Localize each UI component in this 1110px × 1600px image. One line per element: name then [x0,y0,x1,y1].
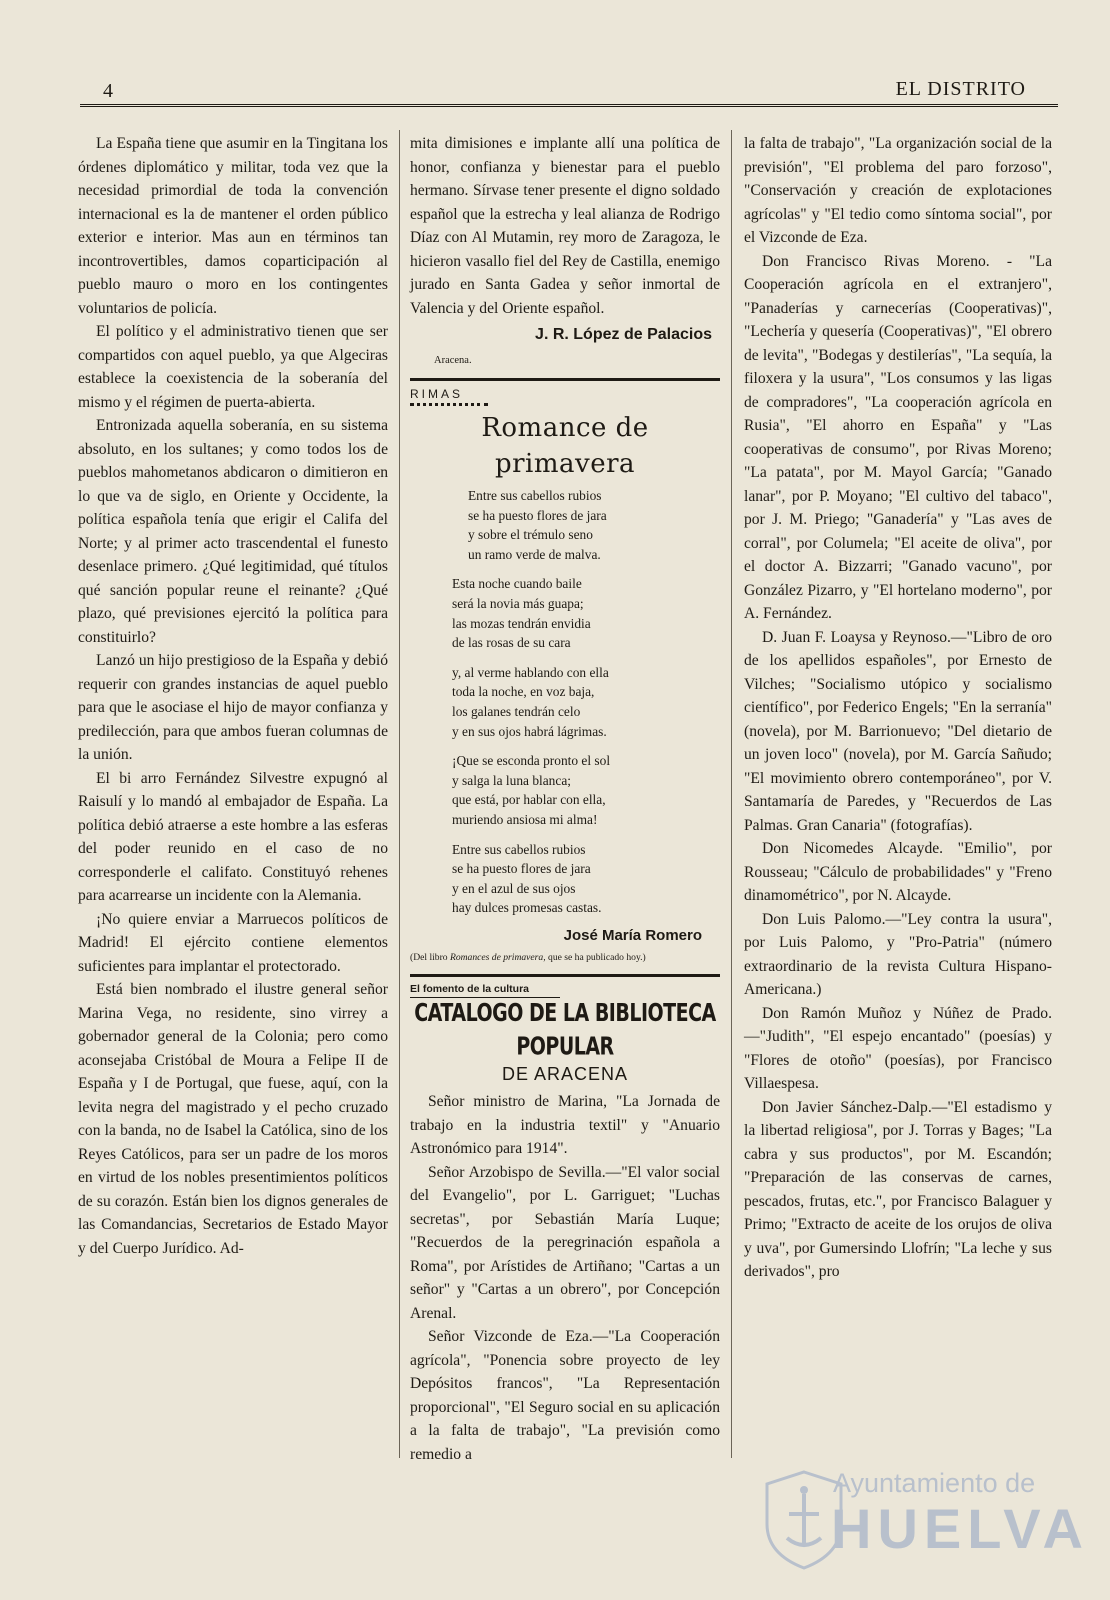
poem-line: Esta noche cuando baile [452,576,582,592]
page-number: 4 [103,80,113,102]
article-paragraph: El bi arro Fernández Silvestre expugnó al Raisulí y lo mandó al embajador de España. La política debió atraerse a este hombre a las esferas del poder reunido en el caso de no corresponderle el califato. Constituyó rehenes para acarrearse un incidente con la Alemania. [78,769,388,904]
article-paragraph: El político y el administrativo tienen que ser compartidos con aquel pueblo, ya que Algeciras establece la coexistencia de la soberanía del mismo y el régimen de puerta-abierta. [78,323,388,411]
poem-line: las mozas tendrán envidia [452,615,591,631]
watermark-line2: HUELVA [831,1497,1089,1560]
poem-stanza [452,840,720,918]
catalog-subtitle: DE ARACENA [501,1064,629,1085]
section-label-rimas: RIMAS [410,387,464,401]
watermark [755,1462,1089,1586]
article-paragraph: Entronizada aquella soberanía, en su sistema absoluto, en los sultanes; y como todos los de pueblos mahometanos abdicaron o dimitieron en lo que va de siglo, en Oriente y Occidente, la política española tenía que erigir el Califa del Norte; y al primer acto trascendental el funesto desenlace primero. ¿Qué legitimidad, qué títulos qué sanción popular reune el reinante? ¿Qué plazo, qué previsiones ejercitó la política para constituirlo? [78,417,388,646]
catalog-entry: Señor Vizconde de Eza.—"La Cooperación agrícola", "Ponencia sobre proyecto de ley Depósitos francos", "La Representación proporcional", "El Seguro social en su aplicación a la falta de trabajo", "La previsión como remedio a [410,1328,720,1463]
poem-line: y sobre el trémulo seno [468,527,593,543]
masthead-title: EL DISTRITO [895,78,1026,100]
poem-line: toda la noche, en voz baja, [452,684,595,700]
poem-line: hay dulces promesas castas. [452,900,602,916]
article-continuation: mita dimisiones e implante allí una política de honor, confianza y bienestar para el pueblo hermano. Sírvase tener presente el digno soldado español que la estrecha y leal alianza de Rodrigo Díaz con Al Mutamin, rey moro de Zaragoza, le hicieron vasallo fiel del Rey de Castilla, enemigo jurado en Santa Gadea y señor inmortal de Valencia y del Oriente español. [410,135,720,317]
poem [410,486,720,918]
column-divider-right [731,130,732,1458]
poem-line: Entre sus cabellos rubios [468,488,602,503]
left-column [78,132,388,1260]
article-byline: J. R. López de Palacios [535,326,712,343]
article-place: Aracena. [434,354,472,366]
header-rule [80,104,1058,107]
catalog-entry: Don Nicomedes Alcayde. "Emilio", por Rousseau; "Cálculo de probabilidades" y "Freno dinamométrico", por N. Alcayde. [744,840,1052,904]
catalog-entry: D. Juan F. Loaysa y Reynoso.—"Libro de oro de los apellidos españoles", por Ernesto de Vilches; "Socialismo utópico y socialismo científico", por Federico Engels; "En la serranía" (novela), por M. Barrionuevo; "Del dietario de un joven loco" (novela), por M. García Sañudo; "El movimiento obrero contemporáneo", por V. Santamaría de Paredes, y "Recuerdos de Las Palmas. Gran Canaria" (fotografías). [744,628,1052,834]
catalog-entry: Don Francisco Rivas Moreno. - "La Cooperación agrícola en el extranjero", "Panaderías y carnecerías (Cooperativas)", "Lechería y quesería (Cooperativas)", "El obrero de levita", "Bodegas y destilerías", "La sequía, la filoxera y la usura", "Los consumos y las ligas de compradores", "La cooperación agrícola en Rusia", "El ahorro en España" y "Las cooperativas de consumo", por Rivas Moreno; "La patata", por M. Mayol García; "Ganado lanar", por P. Moyano; "El cultivo del tabaco", por J. M. Priego; "Ganadería" y "Las aves de corral", por Columela; "El aceite de oliva", por el doctor A. Bizzarri; "Ganado vacuno", por González Pizarro, y "El hortelano moderno", por A. Fernández. [744,252,1052,622]
poem-line: los galanes tendrán celo [452,703,581,719]
poem-line: y salga la luna blanca; [452,772,571,788]
right-column [744,132,1052,1284]
catalog-entry: Señor Arzobispo de Sevilla.—"El valor social del Evangelio", por L. Garriguet; "Luchas secretas", por Sebastián María Luque; "Recuerdos de la peregrinación española a Roma", por Arístides de Artiñano; "Cartas a un señor" y "Cartas a un obrero", por Concepción Arenal. [410,1163,720,1322]
poem-line: un ramo verde de malva. [468,546,601,562]
middle-column [410,132,720,1466]
poem-line: muriendo ansiosa mi alma! [452,811,598,827]
poem-author: José María Romero [563,926,702,944]
poem-line: y, al verme hablando con ella [452,664,609,680]
poem-line: que está, por hablar con ella, [452,792,606,808]
poem-line: de las rosas de su cara [452,635,571,651]
catalog-entry: Señor ministro de Marina, "La Jornada de trabajo en la industria textil" y "Anuario Astronómico para 1914". [410,1093,720,1158]
column-divider-left [399,130,400,1458]
section-rule [410,378,720,381]
catalog-entry: Don Luis Palomo.—"Ley contra la usura", por Luis Palomo, y "Pro-Patria" (número extraordinario de la revista Cultura Hispano-Americana.) [744,910,1052,998]
article-paragraph: ¡No quiere enviar a Marruecos políticos de Madrid! El ejército contiene elementos suficientes para implantar el protectorado. [78,910,388,975]
source-note-before: (Del libro [410,952,450,964]
section-label-culture: El fomento de la cultura [410,983,530,996]
article-paragraph: Está bien nombrado el ilustre general señor Marina Vega, no residente, sino virrey a gobernador general de la Colonia; pero como aconsejaba Cristóbal de Moura a Felipe II de España y I de Portugal, que fuese, aquí, con la levita negra del magistrado y el pecho cruzado con la banda, no de Isabel la Católica, sino de los Reyes Católicos, para ser un padre de los moros en virtud de los nobles presentimientos políticos de su corazón. Están bien los dignos generales de las Comandancias, Secretarios de Estado Mayor y del Cuerpo Jurídico. Ad- [78,981,388,1257]
poem-line: y en el azul de sus ojos [452,880,576,896]
poem-line: y en sus ojos habrá lágrimas. [452,723,607,739]
poem-line: se ha puesto flores de jara [468,507,607,523]
catalog-entry: la falta de trabajo", "La organización social de la previsión", "El problema del paro forzoso", "Conservación y creación de explotaciones agrícolas" y "El tedio como síntoma social", por el Vizconde de Eza. [744,135,1052,246]
poem-stanza [452,751,720,829]
poem-line: será la novia más guapa; [452,595,584,611]
section-label-dots [410,403,488,406]
poem-line: Entre sus cabellos rubios [452,841,586,857]
section-rule [410,974,720,977]
catalog-entry: Don Ramón Muñoz y Núñez de Prado.—"Judith", "El espejo encantado" (poesías) y "Flores de otoño" (poesías), por Francisco Villaespesa. [744,1004,1052,1092]
source-note [410,951,720,964]
source-note-book: Romances de primavera, [449,952,546,964]
poem-stanza [452,574,720,652]
catalog-title: CATALOGO DE LA BIBLIOTECA POPULAR [414,999,716,1062]
poem-line: se ha puesto flores de jara [452,861,591,877]
watermark-line1: Ayuntamiento de [833,1468,1036,1498]
article-paragraph: La España tiene que asumir en la Tingitana los órdenes diplomático y militar, toda vez que la necesidad primordial de toda la convención internacional es la de mantener el orden público exterior e interior. Mas aun en términos tan incontrovertibles, damos coparticipación al pueblo mauro o moro en los contingentes voluntarios de policía. [78,135,388,317]
poem-line: ¡Que se esconda pronto el sol [452,753,611,769]
source-note-after: que se ha publicado hoy.) [545,952,646,964]
catalog-entry: Don Javier Sánchez-Dalp.—"El estadismo y la libertad religiosa", por J. Torras y Bages; "La cabra y sus productos", por M. Escandón; "Preparación de las conservas de carnes, pescados, frutas, etc.", por Francisco Balaguer y Primo; "Extracto de aceite de los orujos de oliva y uva", por Gumersindo Llofrín; "La leche y sus derivados", pro [744,1098,1052,1280]
poem-title: Romance de primavera [481,413,649,479]
article-paragraph: Lanzó un hijo prestigioso de la España y debió requerir con grandes instancias de aquel pueblo para que le asociase el hijo de mayor confianza y predilección, para que ambos fueran columnas de la unión. [78,652,388,763]
poem-stanza [468,486,720,564]
poem-stanza [452,663,720,741]
